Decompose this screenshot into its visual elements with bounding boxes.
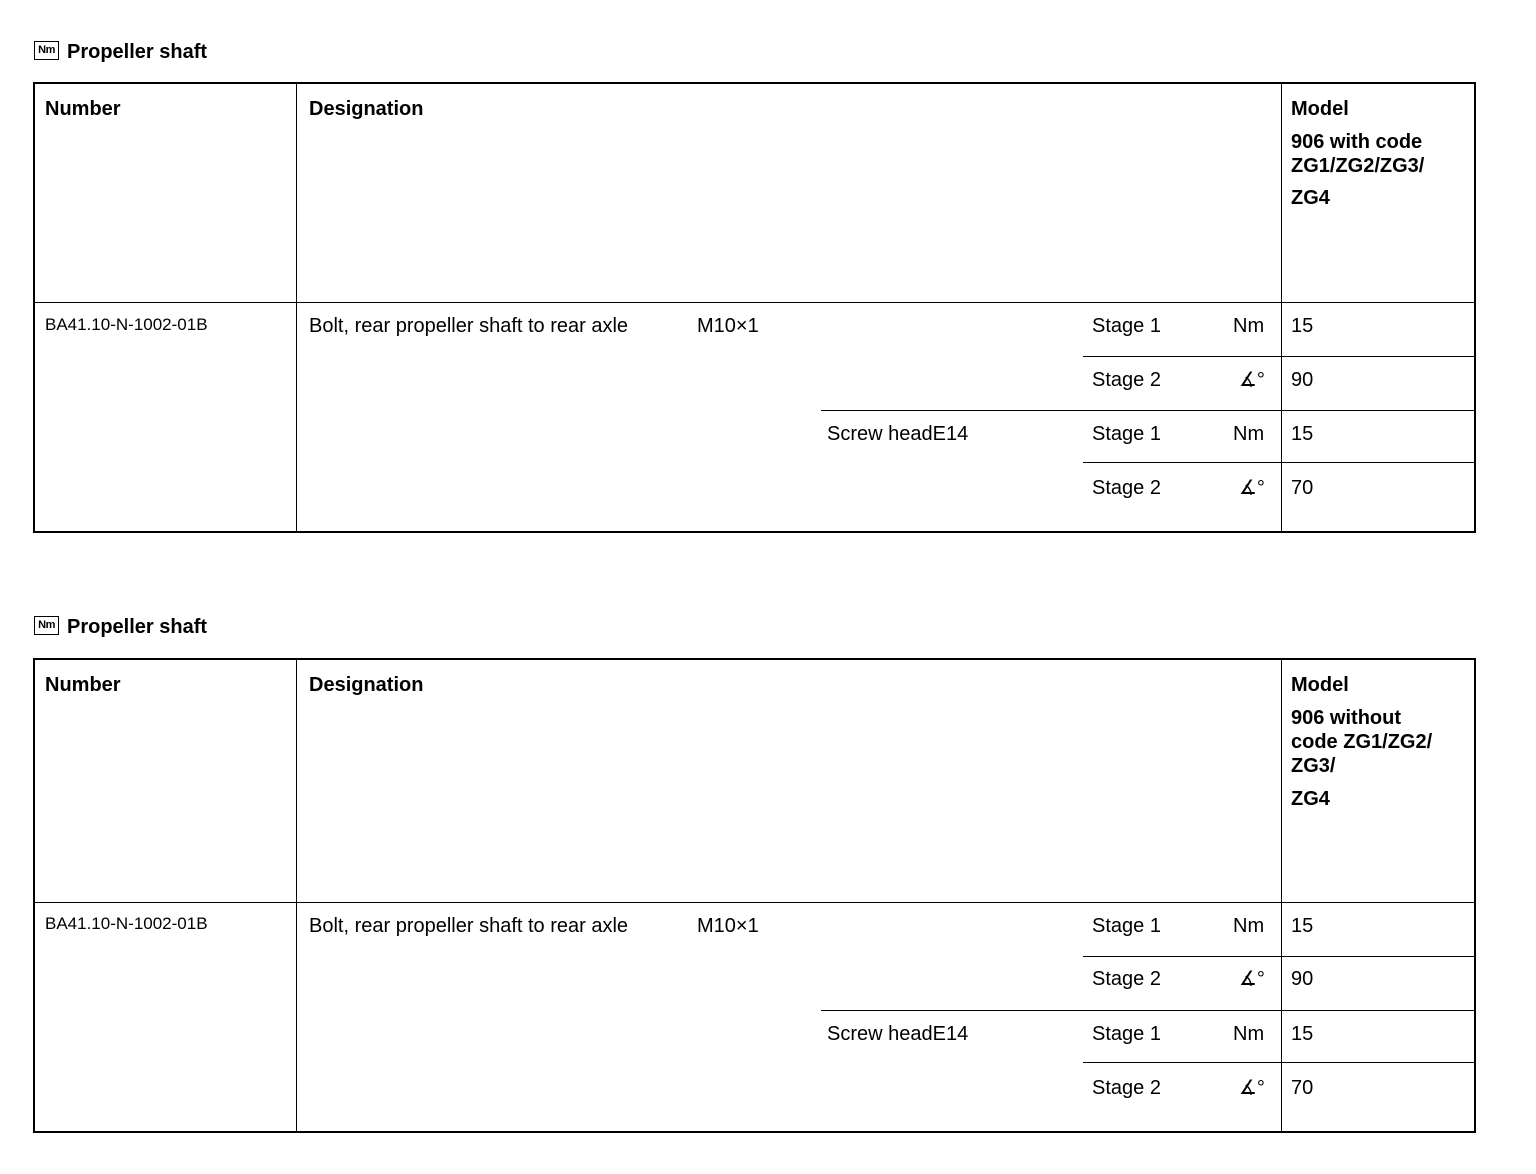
angle-icon: ∡° <box>1239 1077 1265 1099</box>
designation-text: Bolt, rear propeller shaft to rear axle <box>309 915 629 937</box>
header-divider <box>35 902 1474 903</box>
stage-label: Stage 2 <box>1092 369 1161 391</box>
model-line: ZG3/ <box>1291 755 1336 777</box>
model-line: ZG1/ZG2/ZG3/ <box>1291 155 1425 177</box>
stage-divider <box>1083 462 1282 463</box>
stage-divider <box>1083 356 1282 357</box>
column-divider <box>296 660 297 1131</box>
unit-label: Nm <box>1233 915 1265 937</box>
designation-text: Bolt, rear propeller shaft to rear axle <box>309 315 629 337</box>
header-designation: Designation <box>309 674 424 696</box>
thread-size: M10×1 <box>697 315 759 337</box>
torque-table <box>33 82 1476 533</box>
stage-divider <box>1083 1062 1282 1063</box>
column-divider <box>1281 660 1282 1131</box>
torque-value: 90 <box>1291 369 1314 391</box>
subgroup-divider <box>821 410 1474 411</box>
value-divider <box>1281 356 1474 357</box>
torque-table <box>33 658 1476 1133</box>
stage-label: Stage 1 <box>1092 315 1161 337</box>
header-model: Model <box>1291 98 1349 120</box>
section-title-text: Propeller shaft <box>67 41 208 63</box>
torque-nm-icon: Nm <box>34 616 59 635</box>
model-line: 906 without <box>1291 707 1402 729</box>
stage-divider <box>1083 956 1282 957</box>
stage-label: Stage 1 <box>1092 1023 1161 1045</box>
header-designation: Designation <box>309 98 424 120</box>
angle-icon: ∡° <box>1239 477 1265 499</box>
stage-label: Stage 2 <box>1092 1077 1161 1099</box>
header-divider <box>35 302 1474 303</box>
sub-label: Screw headE14 <box>827 423 969 445</box>
section-title <box>34 611 207 639</box>
model-line: 906 with code <box>1291 131 1423 153</box>
thread-size: M10×1 <box>697 915 759 937</box>
stage-label: Stage 2 <box>1092 968 1161 990</box>
torque-value: 15 <box>1291 315 1314 337</box>
torque-value: 70 <box>1291 1077 1314 1099</box>
header-number: Number <box>45 98 121 120</box>
unit-label: Nm <box>1233 1023 1265 1045</box>
part-number: BA41.10-N-1002-01B <box>45 914 208 933</box>
value-divider <box>1281 956 1474 957</box>
torque-nm-icon: Nm <box>34 41 59 60</box>
unit-label: Nm <box>1233 315 1265 337</box>
model-line: ZG4 <box>1291 788 1330 810</box>
stage-label: Stage 1 <box>1092 915 1161 937</box>
torque-value: 15 <box>1291 1023 1314 1045</box>
model-line: ZG4 <box>1291 187 1330 209</box>
angle-icon: ∡° <box>1239 968 1265 990</box>
value-divider <box>1281 462 1474 463</box>
value-divider <box>1281 1062 1474 1063</box>
part-number: BA41.10-N-1002-01B <box>45 315 208 334</box>
unit-label: Nm <box>1233 423 1265 445</box>
section-title-text: Propeller shaft <box>67 616 208 638</box>
model-line: code ZG1/ZG2/ <box>1291 731 1433 753</box>
column-divider <box>1281 84 1282 531</box>
header-number: Number <box>45 674 121 696</box>
torque-value: 15 <box>1291 423 1314 445</box>
torque-value: 15 <box>1291 915 1314 937</box>
torque-value: 90 <box>1291 968 1314 990</box>
section-title <box>34 36 207 64</box>
stage-label: Stage 1 <box>1092 423 1161 445</box>
stage-label: Stage 2 <box>1092 477 1161 499</box>
sub-label: Screw headE14 <box>827 1023 969 1045</box>
subgroup-divider <box>821 1010 1474 1011</box>
header-model: Model <box>1291 674 1349 696</box>
column-divider <box>296 84 297 531</box>
torque-value: 70 <box>1291 477 1314 499</box>
angle-icon: ∡° <box>1239 369 1265 391</box>
